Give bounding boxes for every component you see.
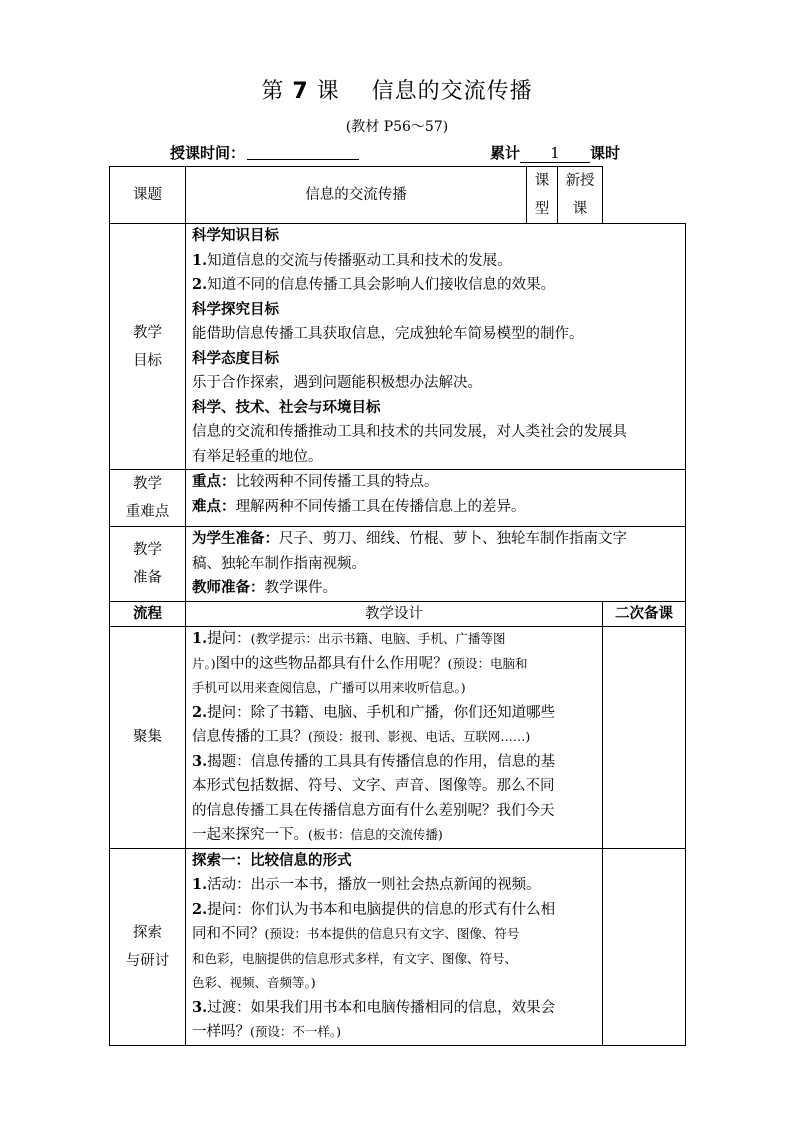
knowledge-2: 2.知道不同的信息传播工具会影响人们接收信息的效果。 [192,276,556,293]
key-points-content [186,470,686,527]
explore-a2: 2.提问：你们认为书本和电脑提供的信息的形式有什么相 [192,900,556,918]
topic-value: 信息的交流传播 [186,167,527,224]
difficult-point: 难点：理解两种不同传播工具在传播信息上的差异。 [192,497,526,515]
focus-q2: 2.提问：除了书籍、电脑、手机和广播，你们还知道哪些 [192,703,556,721]
column-header-row [110,601,686,627]
focus-q3-l2: 本形式包括数据、符号、文字、声音、图像等。那么不同 [192,778,555,794]
key-point: 重点：比较两种不同传播工具的特点。 [192,473,439,490]
goals-label-1: 教学 [133,324,162,341]
student-prep: 为学生准备：尺子、剪刀、细线、竹棍、萝卜、独轮车制作指南文字 [192,530,627,547]
topic-row [110,167,686,224]
knowledge-1: 1.知道信息的交流与传播驱动工具和技术的发展。 [192,251,512,269]
focus-q1: 1.提问：(教学提示：出示书籍、电脑、手机、广播等图 [192,630,506,647]
sts-line-2: 有举足轻重的地位。 [192,448,323,465]
focus-q3-l3: 的信息传播工具在传播信息方面有什么差别呢？我们今天 [192,802,555,819]
focus-q1-cont: 片。)图中的这些物品都具有什么作用呢？(预设：电脑和 [192,655,528,672]
key-points-label: 教学 重难点 [110,470,186,527]
cumulative-hours [490,142,620,163]
type-split [527,167,602,223]
explore-label: 探索 与研讨 [110,848,186,1045]
goals-label-2: 目标 [133,352,162,369]
inquiry-title: 科学探究目标 [192,300,279,318]
explore-a2-cont: 同和不同？(预设：书本提供的信息只有文字、图像、符号 [192,926,520,942]
lesson-title [0,74,794,105]
title-prefix: 第 [261,79,285,104]
inquiry-text: 能借助信息传播工具获取信息，完成独轮车简易模型的制作。 [192,326,584,342]
type-label-cell [527,167,558,223]
explore-a3: 3.过渡：如果我们用书本和电脑传播相同的信息，效果会 [192,998,556,1016]
explore-row [110,848,686,1045]
attitude-text: 乐于合作探索，遇到问题能积极想办法解决。 [192,375,482,391]
sts-line-1: 信息的交流和传播推动工具和技术的共同发展，对人类社会的发展具 [192,424,627,440]
cumulative-label: 累计 [490,144,521,162]
teacher-prep: 教师准备：教学课件。 [192,579,337,596]
title-name: 信息的交流传播 [371,79,533,104]
title-suffix: 课 [316,79,340,104]
focus-second-prep [603,627,686,849]
type-value-1: 新授 [565,173,595,189]
key-points-row [110,470,686,527]
goals-label [110,224,186,470]
teaching-time-label: 授课时间： [170,144,246,162]
preparation-row [110,527,686,602]
type-label-2: 型 [534,201,550,217]
student-prep-2: 稿、独轮车制作指南视频。 [192,555,366,572]
focus-row [110,627,686,849]
preparation-content [186,527,686,602]
lesson-plan-table [109,166,686,1046]
second-prep-header: 二次备课 [603,601,686,627]
focus-label: 聚集 [110,627,186,849]
sts-title: 科学、技术、社会与环境目标 [192,398,381,416]
focus-content [186,627,603,849]
focus-q3: 3.揭题：信息传播的工具具有传播信息的作用，信息的基 [192,752,556,770]
goals-content [186,224,686,470]
teaching-time [170,142,359,163]
explore-a2-note-2: 和色彩，电脑提供的信息形式多样，有文字、图像、符号、 [192,950,518,966]
lesson-number: 7 [292,79,309,104]
focus-q1-note: 手机可以用来查阅信息，广播可以用来收听信息。) [192,680,466,695]
explore-a2-note-3: 色彩、视频、音频等。) [192,975,316,990]
textbook-pages: (教材 P56～57) [345,119,449,135]
type-value-cell [558,167,603,223]
teaching-time-blank [247,145,359,160]
type-value-2: 课 [572,201,588,217]
explore-a1: 1.活动：出示一本书，播放一则社会热点新闻的视频。 [192,876,541,893]
explore-a3-cont: 一样吗？(预设：不一样。) [192,1024,342,1040]
explore-content [186,848,603,1045]
goals-row [110,224,686,470]
topic-label: 课题 [110,167,186,224]
preparation-label: 教学 准备 [110,527,186,602]
explore-second-prep [603,848,686,1045]
explore-section-title: 探索一：比较信息的形式 [192,851,352,869]
process-header: 流程 [110,601,186,627]
knowledge-title: 科学知识目标 [192,227,279,244]
cumulative-value: 1 [520,144,590,163]
design-header: 教学设计 [186,601,603,627]
focus-q3-l4: 一起来探究一下。(板书：信息的交流传播) [192,827,443,843]
cumulative-unit: 课时 [590,144,621,162]
attitude-title: 科学态度目标 [192,349,279,367]
type-label-1: 课 [534,173,550,189]
focus-q2-cont: 信息传播的工具？(预设：报刊、影视、电话、互联网……) [192,729,531,745]
